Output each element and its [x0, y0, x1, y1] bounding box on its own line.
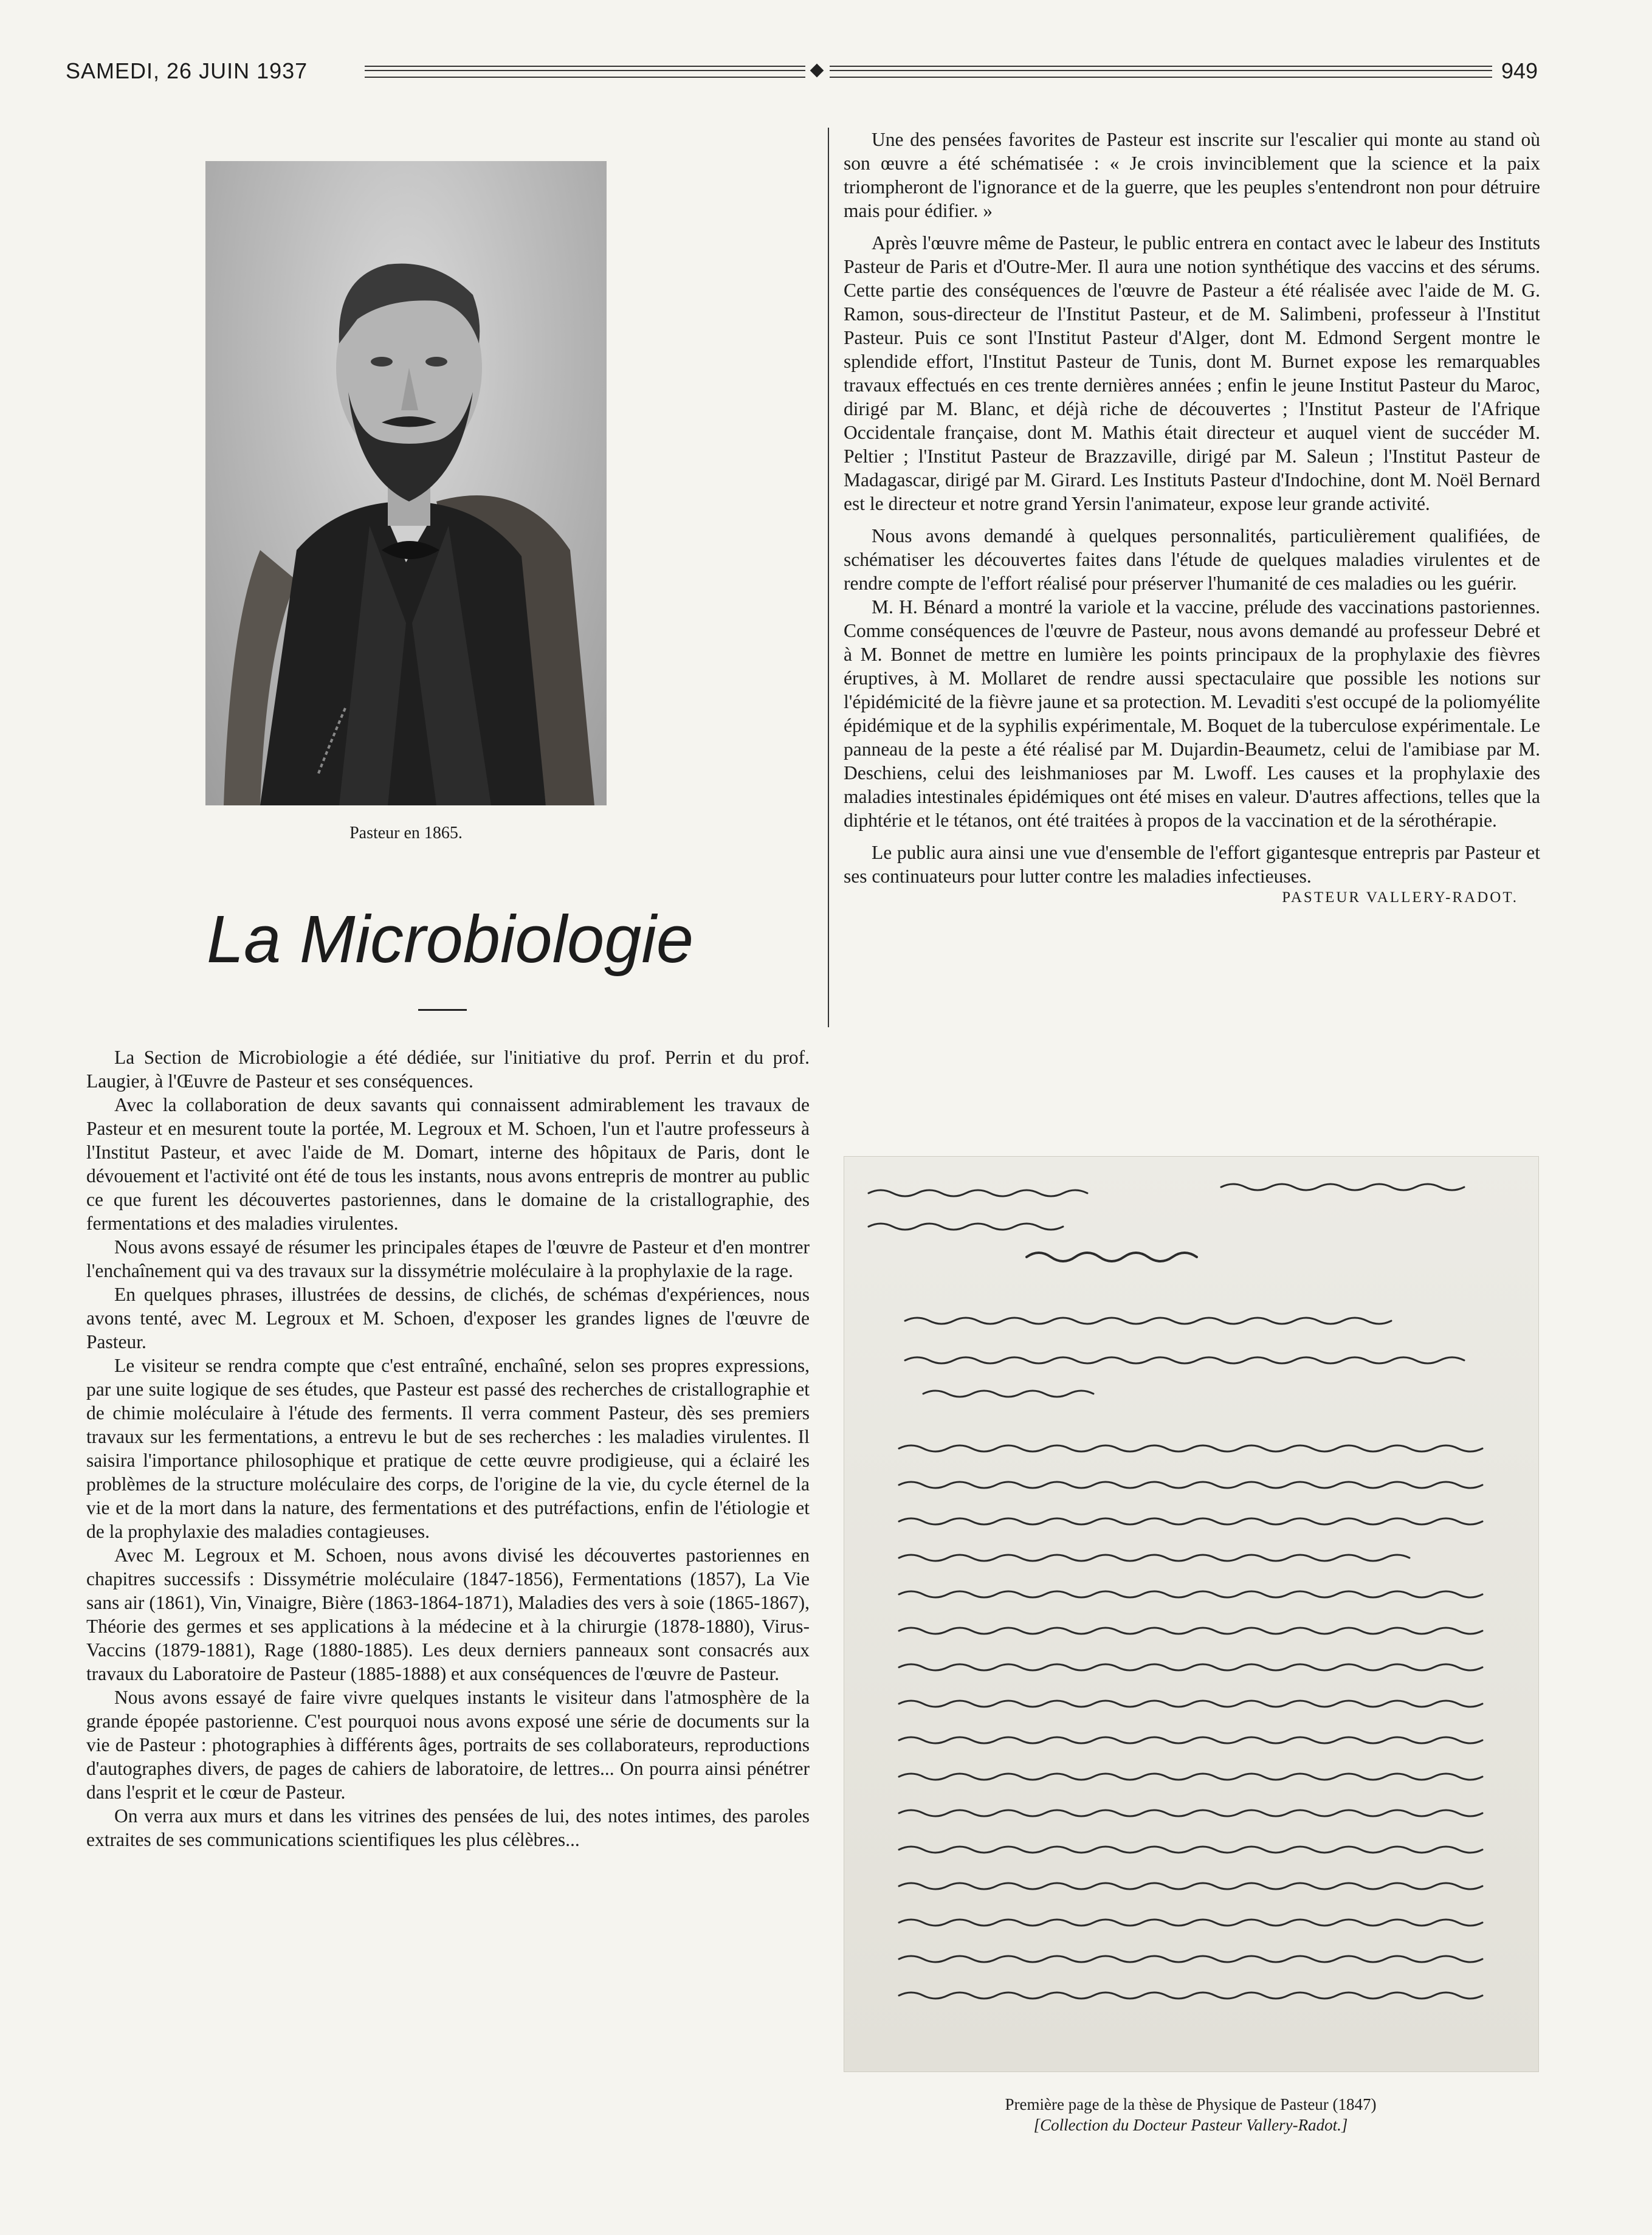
manuscript-caption	[844, 2094, 1538, 2135]
manuscript-caption-credit: [Collection du Docteur Pasteur Vallery-Radot.]	[1033, 2116, 1348, 2134]
running-head-date: SAMEDI, 26 JUIN 1937	[66, 58, 308, 83]
column-divider	[828, 128, 829, 1027]
author-signature: PASTEUR VALLERY-RADOT.	[1282, 889, 1518, 906]
paragraph: Nous avons demandé à quelques personnalités, particulièrement qualifiées, de schématiser les découvertes faites dans l'étude de quelques maladies virulentes et de rendre compte de l'effort réalisé pour préserver l'humanité de ces maladies ou les guérir.	[844, 525, 1540, 594]
paragraph: Le public aura ainsi une vue d'ensemble de l'effort gigantesque entrepris par Pasteur et ses continuateurs pour lutter contre les maladies infectieuses.	[844, 842, 1540, 887]
header-diamond-ornament	[810, 64, 824, 78]
paragraph: Une des pensées favorites de Pasteur est inscrite sur l'escalier qui monte au stand où son œuvre a été schématisée : « Je crois invinciblement que la science et la paix triompheront de l'ignorance et de la guerre, que les peuples s'entendront non pour détruire mais pour édifier. »	[844, 129, 1540, 221]
paragraph: Avec M. Legroux et M. Schoen, nous avons divisé les découvertes pastoriennes en chapitres successifs : Dissymétrie moléculaire (1847-1856), Fermentations (1857), La Vie sans air (1861), Vin, Vinaigre, Bière (1863-1864-1871), Maladies des vers à soie (1865-1867), Théorie des germes et ses applications à la médecine et à la chirurgie (1878-1880), Virus-Vaccins (1879-1881), Rage (1880-1885). Les deux derniers panneaux sont consacrés aux travaux du Laboratoire de Pasteur (1885-1888) et aux conséquences de l'œuvre de Pasteur.	[86, 1545, 810, 1684]
pasteur-portrait-photo	[205, 161, 607, 805]
page-number: 949	[1501, 58, 1538, 83]
right-column-text	[844, 128, 1540, 909]
title-underline-rule	[418, 1009, 467, 1011]
paragraph: Nous avons essayé de résumer les principales étapes de l'œuvre de Pasteur et d'en montrer l'enchaînement qui va des travaux sur la dissymétrie moléculaire à la prophylaxie de la rage.	[86, 1236, 810, 1281]
portrait-caption: Pasteur en 1865.	[349, 824, 463, 842]
portrait-illustration	[205, 161, 607, 805]
paragraph: Avec la collaboration de deux savants qui connaissent admirablement les travaux de Pasteur et en mesurent toute la portée, M. Legroux et M. Schoen, l'un et l'autre professeurs à l'Institut Pasteur, et avec l'aide de M. Domart, interne des hôpitaux de Paris, dont le dévouement et l'activité ont été de tous les instants, nous avons entrepris de montrer au public ce que furent les découvertes pastoriennes, dans le domaine de la cristallographie, des fermentations et des maladies virulentes.	[86, 1094, 810, 1234]
paragraph: La Section de Microbiologie a été dédiée, sur l'initiative du prof. Perrin et du prof. Laugier, à l'Œuvre de Pasteur et ses conséquences.	[86, 1047, 810, 1092]
paragraph: Nous avons essayé de faire vivre quelques instants le visiteur dans l'atmosphère de la grande épopée pastorienne. C'est pourquoi nous avons exposé une série de documents sur la vie de Pasteur : photographies à différents âges, portraits de ses collaborateurs, reproductions d'autographes divers, de pages de cahiers de laboratoire, de lettres... On pourra ainsi pénétrer dans l'esprit et le cœur de Pasteur.	[86, 1687, 810, 1803]
paragraph: Le visiteur se rendra compte que c'est entraîné, enchaîné, selon ses propres expressions, par une suite logique de ses études, que Pasteur est passé des recherches de cristallographie et de chimie moléculaire à l'étude des ferments. Il verra comment Pasteur, dès ses premiers travaux sur les fermentations, a entrevu le but de ses recherches : les maladies virulentes. Il saisira l'importance philosophique et pratique de cette œuvre prodigieuse, qui a éclairé les problèmes de la structure moléculaire des corps, de l'origine de la vie, du cycle éternel de la vie et de la mort dans la nature, des fermentations et des putréfactions, enfin de l'étiologie et de la prophylaxie des maladies contagieuses.	[86, 1355, 810, 1542]
header-rule-left	[365, 66, 805, 78]
paragraph: On verra aux murs et dans les vitrines des pensées de lui, des notes intimes, des paroles extraites de ses communications scientifiques les plus célèbres...	[86, 1805, 810, 1850]
manuscript-handwriting-strokes	[844, 1157, 1538, 2071]
paragraph: En quelques phrases, illustrées de dessins, de clichés, de schémas d'expériences, nous avons tenté, avec M. Legroux et M. Schoen, d'exposer les grandes lignes de l'œuvre de Pasteur.	[86, 1284, 810, 1352]
paragraph: Après l'œuvre même de Pasteur, le public entrera en contact avec le labeur des Instituts Pasteur de Paris et d'Outre-Mer. Il aura une notion synthétique des vaccins et des sérums. Cette partie des conséquences de l'œuvre de Pasteur a été réalisée avec l'aide de M. G. Ramon, sous-directeur de l'Institut Pasteur, et de M. Salimbeni, professeur à l'Institut Pasteur. Puis ce sont l'Institut Pasteur d'Alger, dont M. Edmond Sergent montre le splendide effort, l'Institut Pasteur de Tunis, dont M. Burnet expose les remarquables travaux effectués en ces trente dernières années ; enfin le jeune Institut Pasteur du Maroc, dirigé par M. Blanc, et déjà riche de découvertes ; l'Institut Pasteur de l'Afrique Occidentale française, dont M. Mathis était directeur et auquel vient de succéder M. Peltier ; l'Institut Pasteur de Brazzaville, dirigé par M. Saleun ; l'Institut Pasteur de Madagascar, dirigé par M. Girard. Les Instituts Pasteur d'Indochine, dont M. Noël Bernard est le directeur et notre grand Yersin l'animateur, expose leur grande activité.	[844, 232, 1540, 514]
header-rule-right	[830, 66, 1492, 78]
manuscript-facsimile-image	[844, 1156, 1539, 2072]
paragraph: M. H. Bénard a montré la variole et la vaccine, prélude des vaccinations pastoriennes. Comme conséquences de l'œuvre de Pasteur, nous avons demandé au professeur Debré et à M. Bonnet de mettre en lumière les points principaux de la prophylaxie des fièvres éruptives, à M. Mollaret de rendre aussi spectaculaire que possible les notions sur l'épidémicité de la fièvre jaune et sa protection. M. Levaditi s'est occupé de la poliomyélite épidémique et de la syphilis expérimentale, M. Boquet de la tuberculose expérimentale. Le panneau de la peste a été réalisé par M. Dujardin-Beaumetz, celui de l'amibiase par M. Deschiens, celui des leishmanioses par M. Lwoff. Les causes et la prophylaxie des maladies intestinales épidémiques ont été mises en valeur. D'autres affections, telles que la diphtérie et le tétanos, ont été traitées à propos de la vaccination et de la sérothérapie.	[844, 596, 1540, 831]
article-title: La Microbiologie	[207, 902, 693, 977]
left-column-text	[86, 1045, 810, 1851]
manuscript-caption-title: Première page de la thèse de Physique de Pasteur (1847)	[1005, 2095, 1377, 2113]
